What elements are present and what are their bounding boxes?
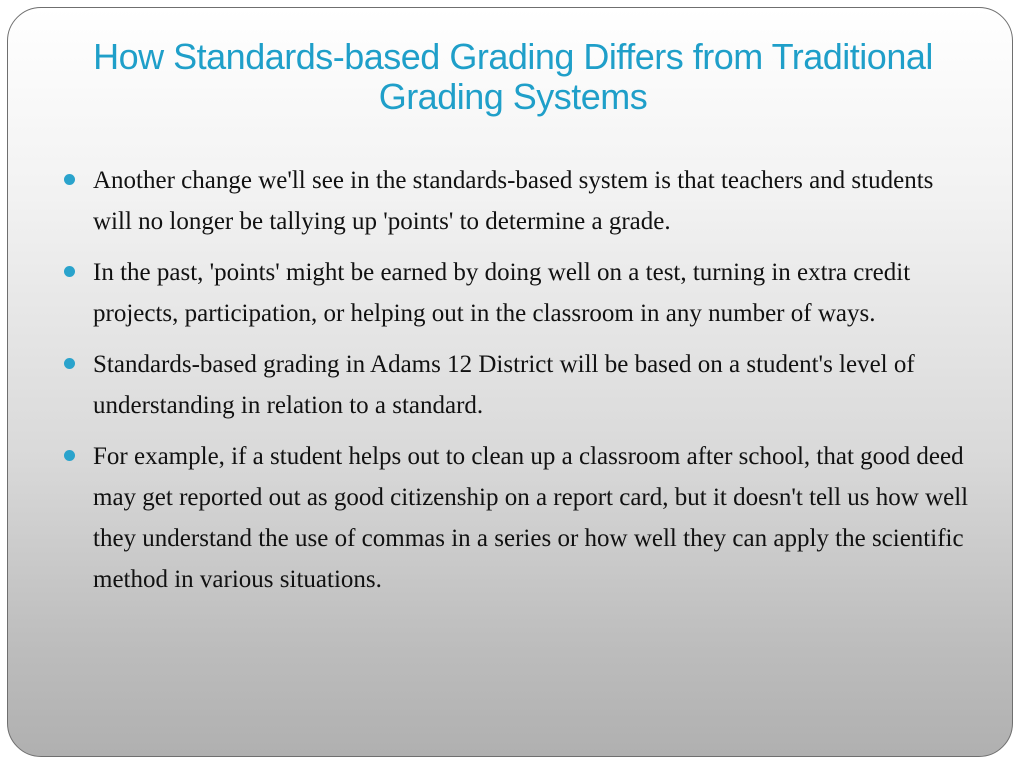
slide-title: How Standards-based Grading Differs from Traditional Grading Systems bbox=[93, 36, 933, 117]
bullet-item bbox=[64, 252, 976, 334]
bullet-text: In the past, 'points' might be earned by doing well on a test, turning in extra credit projects, participation, or helping out in the classroom in any number of ways. bbox=[93, 259, 911, 327]
bullet-text: Another change we'll see in the standards-based system is that teachers and students will no longer be tallying up 'points' to determine a grade. bbox=[93, 167, 934, 235]
bullet-item bbox=[64, 344, 976, 426]
bullet-dot-icon bbox=[64, 450, 75, 461]
slide bbox=[7, 7, 1013, 757]
bullet-dot-icon bbox=[64, 266, 75, 277]
bullet-text: Standards-based grading in Adams 12 District will be based on a student's level of understanding in relation to a standard. bbox=[93, 351, 915, 419]
bullet-dot-icon bbox=[64, 358, 75, 369]
bullet-item bbox=[64, 160, 976, 242]
bullet-list bbox=[64, 160, 976, 610]
bullet-text: For example, if a student helps out to clean up a classroom after school, that good deed may get reported out as good citizenship on a report card, but it doesn't tell us how well they understand the use of commas in a series or how well they can apply the scientific method in various situations. bbox=[93, 443, 969, 593]
bullet-dot-icon bbox=[64, 174, 75, 185]
bullet-item bbox=[64, 436, 976, 600]
